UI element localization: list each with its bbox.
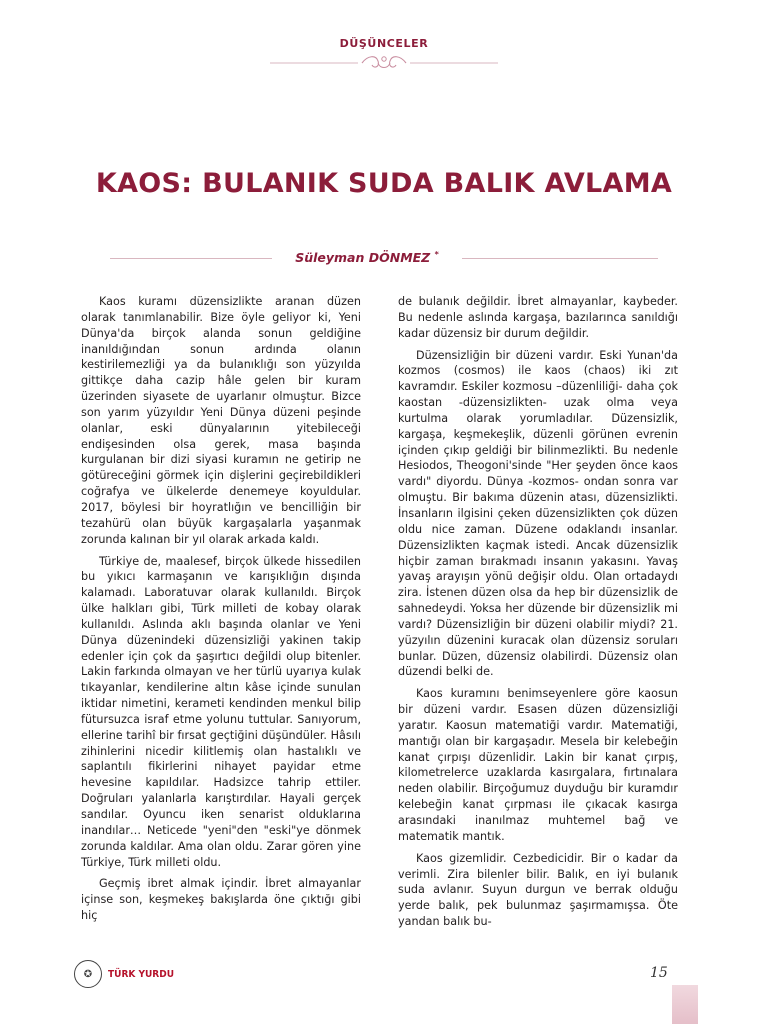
paragraph: Kaos kuramı düzensizlikte aranan düzen olarak tanımlanabilir. Bize öyle geliyor ki, Yeni Dünya'da birçok alanda sonun geldiğine inanıldığından sonun ardında olanın kestirilemezliği ya da bulanıklığı son yüzyılda gittikçe daha cazip hâle gelen bir kuram üzerinden siyasete de uyarlanır olmuştur. Bizce son yarım yüzyıldır Yeni Dünya düzeni peşinde olanlar, eski dünyalarının yitebileceği endişesinden olsa gerek, masa başında kurgulanan bir dizi siyasi kuramın ne getirip ne götüreceğini görmek için dişlerini geçirebildikleri coğrafya ve ülkelerde denemeye koyuldular. 2017, böylesi bir hoyratlığın ve bencilliğin bir tezahürü olan büyük kargaşalarla yaşanmak zorunda kalınan bir yıl olarak arkada kaldı. bbox=[81, 295, 361, 546]
paragraph: Düzensizliğin bir düzeni vardır. Eski Yunan'da kozmos (cosmos) ile kaos (chaos) iki zıt kavramdır. Eskiler kozmosu –düzenliliği- daha çok kaostan -düzensizlikten- uzak olma veya kurtulma olarak yorumladılar. Düzensizlik, kargaşa, keşmekeşlik, düzenli görünen evrenin içinden çıkıp geldiği bir bilinmezlikti. Bu nedenle Hesiodos, Theogoni'sinde "Her şeyden önce kaos vardı" diyordu. Dünya -kozmos- ondan sonra var olmuştu. Bir bakıma düzenin atası, düzensizlikti. İnsanların ilgisini çeken düzensizlikten çok düzen oldu nice zaman. Düzene odaklandı insanlar. Düzensizlikten kaçmak istedi. Ancak düzensizlik hiçbir zaman bırakmadı insanın yakasını. Yavaş yavaş arayışın yönü değişir oldu. Olan ortadaydı zira. İstenen düzen olsa da hep bir düzensizlik de sahnedeydi. Yoksa her düzende bir düzensizlik mi vardı? Düzensizliğin bir düzeni olabilir miydi? 21. yüzyılın düzenini kuracak olan düzensiz soruları bunlar. Düzen, düzensiz olabilirdi. Düzensiz olan düzendi belki de. bbox=[398, 348, 678, 679]
text-column-right bbox=[398, 294, 678, 936]
publication-logo bbox=[74, 960, 174, 988]
page-number: 15 bbox=[650, 965, 668, 981]
paragraph: Türkiye de, maalesef, birçok ülkede hissedilen bu yıkıcı karmaşanın ve karışıklığın dışında kalamadı. Laboratuvar olarak kullanıldı. Birçok ülke halkları gibi, Türk milleti de kobay olarak kullanıldı. Aslında aklı başında olanlar ve Yeni Dünya düzenindeki düzensizliği yakinen takip edenler için çok da şaşırtıcı değildi olup bitenler. Lakin farkında olmayan ve her türlü uyarıya kulak tıkayanlar, kendilerine altın kâse içinde sunulan iktidar nimetini, kerameti kendinden menkul bilip fütursuzca israf etme yolunu tuttular. Sanıyorum, ellerine tarihî bir fırsat geçtiğini düşündüler. Hâsılı zihinlerini nicedir kilitlemiş olan hastalıklı ve saplantılı fikirlerini nihayet payidar etme hevesine kapıldılar. Hadsizce tahrip ettiler. Doğruları yalanlarla karıştırdılar. Hayali gerçek sandılar. Oyuncu iken senarist olduklarına inandılar… Neticede "yeni"den "eski"ye dönmek zorunda kaldılar. Ama olan oldu. Zarar gören yine Türkiye, Türk milleti oldu. bbox=[81, 554, 361, 869]
seal-icon: ✪ bbox=[74, 960, 102, 988]
paragraph: Geçmiş ibret almak içindir. İbret almayanlar içinse son, keşmekeş bakışlarda öne çıktığı gibi hiç bbox=[81, 877, 361, 923]
byline-rule-right bbox=[462, 258, 658, 259]
paragraph: de bulanık değildir. İbret almayanlar, kaybeder. Bu nedenle aslında kargaşa, bazılarınca sanıldığı kadar düzensiz bir durum değildir. bbox=[398, 295, 678, 340]
ornament-divider-icon bbox=[270, 51, 498, 75]
author-byline bbox=[272, 250, 462, 265]
paragraph: Kaos gizemlidir. Cezbedicidir. Bir o kadar da verimli. Zira bilenler bilir. Balık, en iyi bulanık suda avlanır. Suyun durgun ve berrak olduğu yerde balık, pek bulunmaz şaşırmamışsa. Öte yandan balık bu- bbox=[398, 851, 678, 929]
article-title: KAOS: BULANIK SUDA BALIK AVLAMA bbox=[95, 168, 673, 199]
page-edge-tab bbox=[672, 985, 698, 1024]
section-label: DÜŞÜNCELER bbox=[339, 37, 429, 50]
paragraph: Kaos kuramını benimseyenlere göre kaosun bir düzeni vardır. Esasen düzen düzensizliği yaratır. Kaosun matematiği vardır. Matematiği, mantığı olan bir kargaşadır. Mesela bir kelebeğin kanat çırpışı düzenlidir. Lakin bir kanat çırpış, kilometrelerce uzaklarda kasırgalara, fırtınalara neden olabilir. Birçoğumuz duyduğu bir kuramdır kelebeğin kanat çırpması ile çıkacak kasırga arasındaki inanılmaz muhtemel bağ ve matematik mantık. bbox=[398, 687, 678, 843]
author-footnote-mark: * bbox=[434, 250, 439, 259]
publication-name: TÜRK YURDU bbox=[108, 968, 174, 980]
byline-rule-left bbox=[110, 258, 272, 259]
author-name: Süleyman DÖNMEZ bbox=[295, 250, 431, 266]
text-column-left bbox=[81, 294, 361, 930]
